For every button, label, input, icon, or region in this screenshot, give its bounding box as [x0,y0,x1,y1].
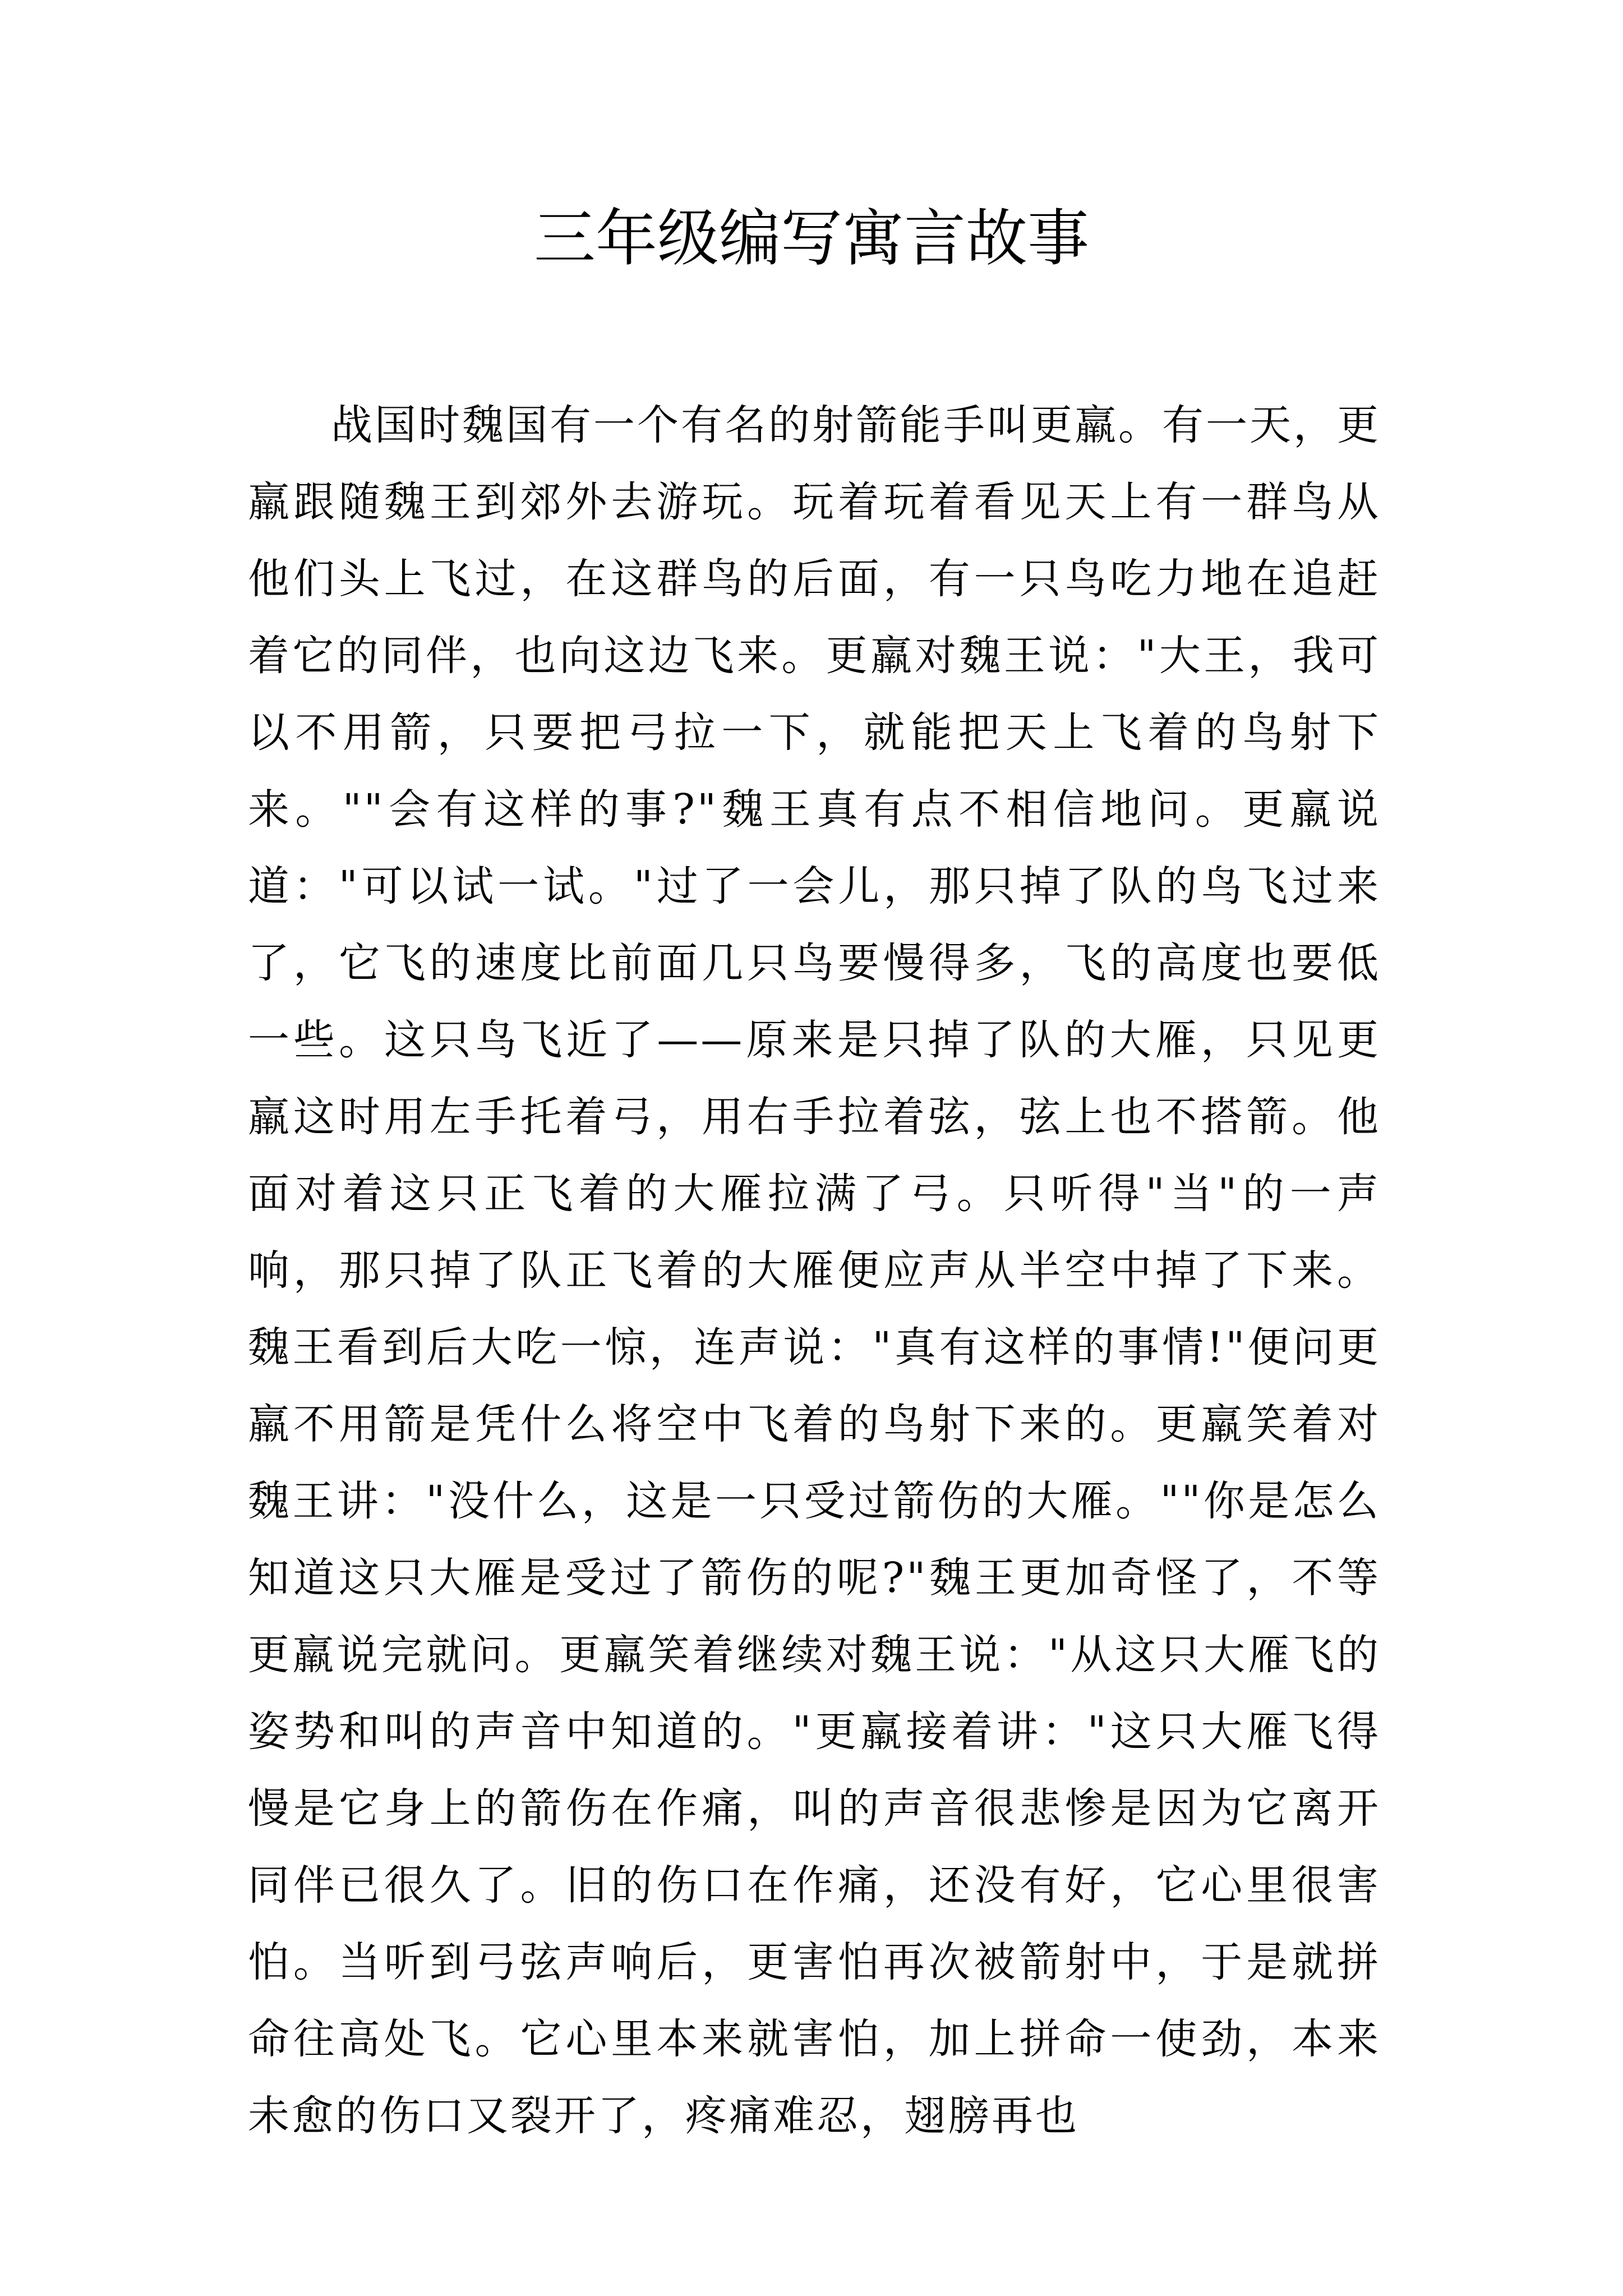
story-paragraph: 战国时魏国有一个有名的射箭能手叫更羸。有一天，更羸跟随魏王到郊外去游玩。玩着玩着看见天上有一群鸟从他们头上飞过，在这群鸟的后面，有一只鸟吃力地在追赶着它的同伴，也向这边飞来。更羸对魏王说："大王，我可以不用箭，只要把弓拉一下，就能把天上飞着的鸟射下来。""会有这样的事?"魏王真有点不相信地问。更羸说道："可以试一试。"过了一会儿，那只掉了队的鸟飞过来了，它飞的速度比前面几只鸟要慢得多，飞的高度也要低一些。这只鸟飞近了——原来是只掉了队的大雁，只见更羸这时用左手托着弓，用右手拉着弦，弦上也不搭箭。他面对着这只正飞着的大雁拉满了弓。只听得"当"的一声响，那只掉了队正飞着的大雁便应声从半空中掉了下来。魏王看到后大吃一惊，连声说："真有这样的事情!"便问更羸不用箭是凭什么将空中飞着的鸟射下来的。更羸笑着对魏王讲："没什么，这是一只受过箭伤的大雁。""你是怎么知道这只大雁是受过了箭伤的呢?"魏王更加奇怪了，不等更羸说完就问。更羸笑着继续对魏王说："从这只大雁飞的姿势和叫的声音中知道的。"更羸接着讲："这只大雁飞得慢是它身上的箭伤在作痛，叫的声音很悲惨是因为它离开同伴已很久了。旧的伤口在作痛，还没有好，它心里很害怕。当听到弓弦声响后，更害怕再次被箭射中，于是就拼命往高处飞。它心里本来就害怕，加上拼命一使劲，本来未愈的伤口又裂开了，疼痛难忍，翅膀再也 [248,401,1381,2140]
document-title: 三年级编写寓言故事 [534,203,1089,274]
